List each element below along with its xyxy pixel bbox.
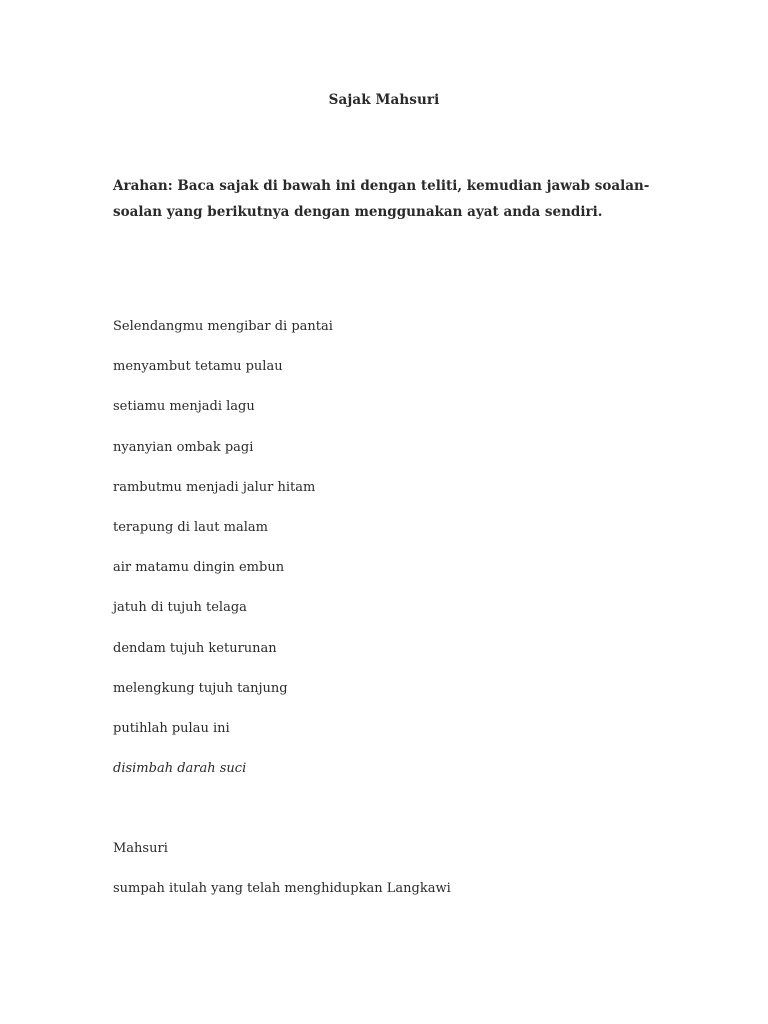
poem-line: terapung di laut malam — [113, 519, 268, 535]
poem-line: menyambut tetamu pulau — [113, 359, 283, 375]
poem-line-italic: disimbah darah suci — [113, 761, 247, 777]
title-text: Sajak Mahsuri — [328, 92, 440, 108]
poem-line: air matamu dingin embun — [113, 560, 285, 576]
poem-line: nyanyian ombak pagi — [113, 439, 254, 455]
poem-line: setiamu menjadi lagu — [113, 399, 255, 415]
poem-stanza — [113, 316, 673, 798]
poem-line: Selendangmu mengibar di pantai — [113, 319, 333, 334]
poem-line: rambutmu menjadi jalur hitam — [113, 479, 316, 495]
poem-line: dendam tujuh keturunan — [113, 640, 277, 656]
poem-line: sumpah itulah yang telah menghidupkan Langkawi — [113, 881, 451, 897]
poem-line: melengkung tujuh tanjung — [113, 680, 288, 696]
instruction-paragraph: Arahan: Baca sajak di bawah ini dengan teliti, kemudian jawab soalan-soalan yang berikutnya dengan menggunakan ayat anda sendiri. — [113, 178, 650, 220]
poem-line: Mahsuri — [113, 841, 168, 856]
poem-line: putihlah pulau ini — [113, 720, 230, 736]
document-title — [0, 92, 768, 108]
poem-stanza-2 — [113, 838, 673, 918]
poem-line: jatuh di tujuh telaga — [113, 600, 247, 616]
